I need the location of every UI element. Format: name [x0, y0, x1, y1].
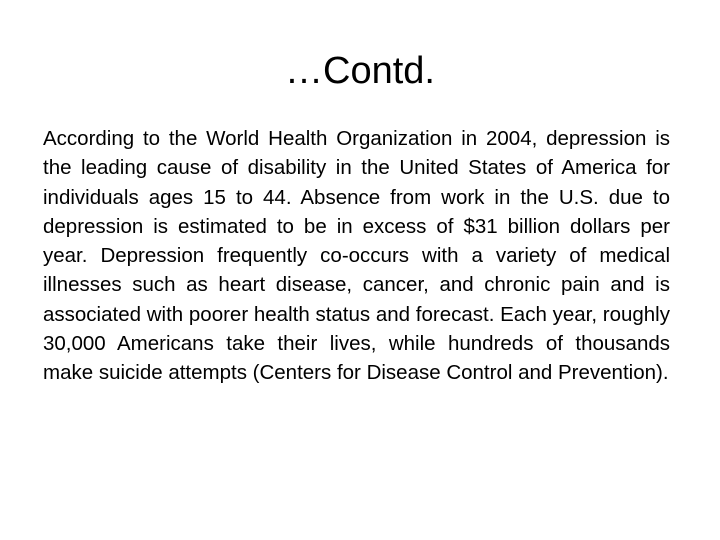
slide-title: …Contd.	[285, 50, 435, 92]
slide-body-text: According to the World Health Organization in 2004, depression is the leading cause of disability in the United States of America for individuals ages 15 to 44. Absence from work in the U.S. due to depression is estimated to be in excess of $31 billion dollars per year. Depression frequently co-occurs with a variety of medical illnesses such as heart disease, cancer, and chronic pain and is associated with poorer health status and forecast. Each year, roughly 30,000 Americans take their lives, while hundreds of thousands make suicide attempts (Centers for Disease Control and Prevention).	[43, 127, 670, 385]
